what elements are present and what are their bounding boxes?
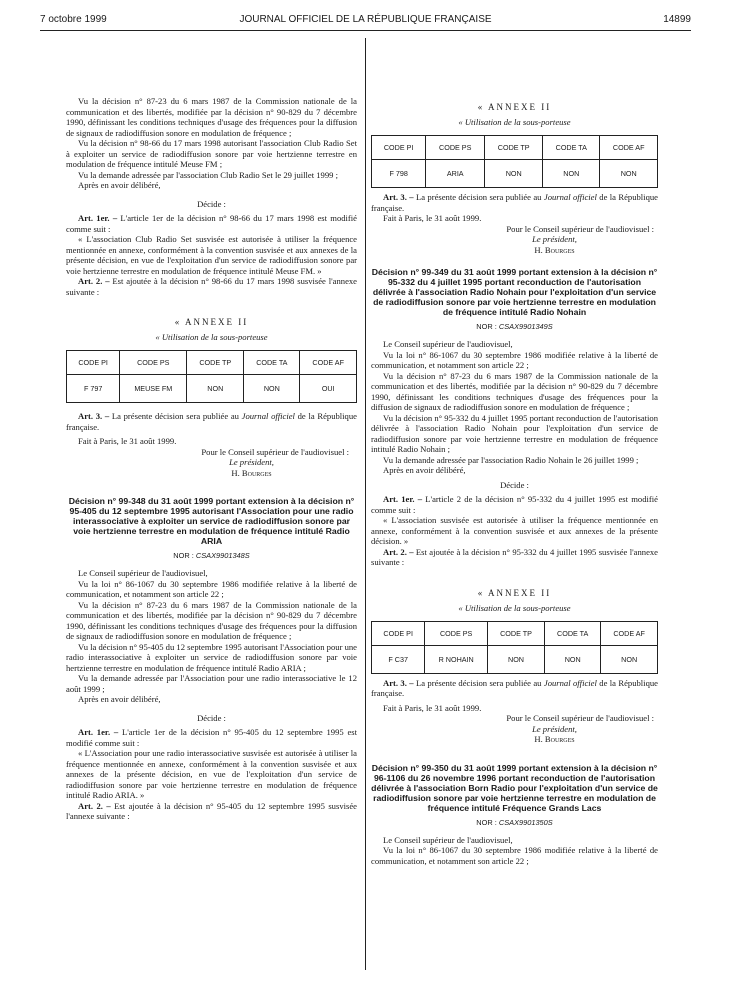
annexe-subheading: « Utilisation de la sous-porteuse: [155, 332, 268, 342]
signature-name: H. Bourges: [231, 467, 272, 478]
paragraph: Vu la demande adressée par l'Association pour une radio interassociative le 12 août 1999 ;: [66, 673, 357, 694]
table-header: CODE PS: [426, 136, 485, 160]
table-row: [372, 160, 658, 188]
table-cell: NON: [600, 160, 658, 188]
table-cell: NON: [485, 160, 543, 188]
annexe-subheading: « Utilisation de la sous-porteuse: [458, 602, 571, 613]
table-header: CODE PI: [372, 136, 426, 160]
annexe-heading: « ANNEXE II: [174, 317, 249, 327]
fait-a-paris: Fait à Paris, le 31 août 1999.: [78, 436, 177, 446]
annexe-heading: « ANNEXE II: [477, 587, 552, 598]
president-title: Le président,: [532, 234, 577, 244]
annexe-heading: « ANNEXE II: [477, 102, 552, 112]
table-cell: F 798: [372, 160, 426, 188]
table-cell: NON: [601, 645, 658, 673]
table-header: CODE TP: [487, 621, 544, 645]
page-header: [40, 14, 691, 30]
article-1-quote: « L'Association pour une radio interassociative susvisée est autorisée à utiliser la fréquence mentionnée en annexe, conformément à la convention susvisée et aux annexes de la présente décision, en vue de l'exploitation d'un service de radiodiffusion sonore par voie hertzienne terrestre en modulation de fréquence intitulé Radio ARIA. »: [66, 748, 357, 800]
table-header: CODE TA: [244, 351, 300, 375]
decide-heading: Décide :: [197, 712, 226, 723]
paragraph: Après en avoir délibéré,: [78, 694, 161, 704]
paragraph: Vu la demande adressée par l'association Club Radio Set le 29 juillet 1999 ;: [78, 169, 338, 180]
table-header: CODE AF: [300, 351, 357, 375]
signature-name: H. Bourges: [534, 734, 575, 744]
table-cell: F 797: [67, 375, 120, 403]
decide-heading: Décide :: [197, 198, 226, 209]
annexe-table: [371, 135, 658, 188]
paragraph: Après en avoir délibéré,: [78, 180, 161, 190]
table-header: CODE TA: [543, 136, 600, 160]
paragraph: Vu la décision n° 87-23 du 6 mars 1987 de la Commission nationale de la communication et des libertés, modifiée par la décision n° 90-829 du 7 décembre 1990, définissant les conditions techniques d'usage des fréquences pour la diffusion de signaux de radiodiffusion sonore en modulation de fréquence ;: [371, 370, 658, 412]
header-page-number: 14899: [663, 14, 691, 25]
header-journal-title: JOURNAL OFFICIEL DE LA RÉPUBLIQUE FRANÇAISE: [239, 14, 492, 25]
signatory-line: Pour le Conseil supérieur de l'audiovisuel :: [201, 446, 349, 457]
fait-a-paris: Fait à Paris, le 31 août 1999.: [383, 213, 482, 223]
paragraph: Vu la décision n° 95-405 du 12 septembre 1995 autorisant l'Association pour une radio interassociative à exploiter un service de radiodiffusion sonore par voie hertzienne terrestre en modulation de fréquence intitulé Radio ARIA ;: [66, 641, 357, 673]
article-3: Art. 3. – La présente décision sera publiée au Journal officiel de la République française.: [371, 192, 658, 213]
article-3: Art. 3. – La présente décision sera publiée au Journal officiel de la République française.: [371, 677, 658, 698]
paragraph: Le Conseil supérieur de l'audiovisuel,: [383, 834, 513, 845]
paragraph: Vu la décision n° 87-23 du 6 mars 1987 de la Commission nationale de la communication et des libertés, modifiée par la décision n° 90-829 du 7 décembre 1990, définissant les conditions techniques d'usage des fréquences pour la diffusion de signaux de radiodiffusion sonore en modulation de fréquence ;: [66, 599, 357, 641]
table-header: CODE PS: [120, 351, 187, 375]
table-cell: NON: [187, 375, 244, 403]
table-cell: NON: [545, 645, 601, 673]
paragraph: Le Conseil supérieur de l'audiovisuel,: [383, 339, 513, 349]
table-header: CODE AF: [600, 136, 658, 160]
table-row: [67, 375, 357, 403]
table-cell: OUI: [300, 375, 357, 403]
article-1-quote: « L'association susvisée est autorisée à utiliser la fréquence mentionnée en annexe, conformément à la convention susvisée et aux annexes de la présente décision. »: [371, 515, 658, 546]
article-1: Art. 1er. – L'article 2 de la décision n° 95-332 du 4 juillet 1995 est modifié comme suit :: [371, 494, 658, 515]
article-3: Art. 3. – La présente décision sera publiée au Journal officiel de la République française.: [66, 411, 357, 432]
paragraph: Vu la loi n° 86-1067 du 30 septembre 1986 modifiée relative à la liberté de communication, et notamment son article 22 ;: [66, 578, 357, 599]
signature-name: H. Bourges: [534, 244, 575, 255]
table-row: [372, 645, 658, 673]
table-header: CODE PI: [67, 351, 120, 375]
decision-title: Décision n° 99-348 du 31 août 1999 portant extension à la décision n° 95-405 du 12 septembre 1995 autorisant l'Association pour une radio interassociative à exploiter un service de radiodiffusion sonore par voie hertzienne terrestre en modulation de fréquence intitulé Radio ARIA: [68, 496, 355, 546]
article-2: Art. 2. – Est ajoutée à la décision n° 95-405 du 12 septembre 1995 susvisée l'annexe suivante :: [66, 800, 357, 821]
paragraph: Vu la décision n° 95-332 du 4 juillet 1995 portant reconduction de l'autorisation délivrée à l'association Radio Nohain pour l'exploitation d'un service de radiodiffusion sonore par voie hertzienne terrestre en modulation de fréquence intitulé Radio Nohain ;: [371, 412, 658, 454]
article-1: Art. 1er. – L'article 1er de la décision n° 98-66 du 17 mars 1998 est modifié comme suit :: [66, 213, 357, 234]
table-header-row: [372, 136, 658, 160]
nor-reference: NOR : CSAX9901348S: [173, 551, 250, 560]
header-date: 7 octobre 1999: [40, 14, 107, 25]
article-2: Art. 2. – Est ajoutée à la décision n° 95-332 du 4 juillet 1995 susvisée l'annexe suivante :: [371, 546, 658, 567]
left-column: [66, 96, 357, 822]
table-header-row: [67, 351, 357, 375]
table-cell: MEUSE FM: [120, 375, 187, 403]
decision-title: Décision n° 99-350 du 31 août 1999 portant extension à la décision n° 96-1106 du 26 novembre 1996 portant reconduction de l'autorisation délivrée à l'association Born Radio pour l'exploitation d'un service de radiodiffusion sonore par voie hertzienne terrestre en modulation de fréquence intitulé Fréquence Grands Lacs: [371, 762, 658, 813]
table-header: CODE TP: [187, 351, 244, 375]
table-header: CODE PI: [372, 621, 425, 645]
president-title: Le président,: [532, 723, 577, 734]
article-2: Art. 2. – Est ajoutée à la décision n° 98-66 du 17 mars 1998 susvisée l'annexe suivante :: [66, 276, 357, 297]
article-1: Art. 1er. – L'article 1er de la décision n° 95-405 du 12 septembre 1995 est modifié comme suit :: [66, 727, 357, 748]
annexe-subheading: « Utilisation de la sous-porteuse: [458, 117, 571, 127]
paragraph: Vu la décision n° 87-23 du 6 mars 1987 de la Commission nationale de la communication et des libertés, modifiée par la décision n° 90-829 du 7 décembre 1990, définissant les conditions techniques d'usage des fréquences pour la diffusion de signaux de radiodiffusion sonore en modulation de fréquence ;: [66, 96, 357, 138]
table-cell: R NOHAIN: [425, 645, 488, 673]
paragraph: Vu la décision n° 98-66 du 17 mars 1998 autorisant l'association Club Radio Set à exploiter un service de radiodiffusion sonore par voie hertzienne terrestre en modulation de fréquence intitulé Meuse FM ;: [66, 138, 357, 169]
signatory-line: Pour le Conseil supérieur de l'audiovisuel :: [506, 223, 654, 234]
nor-reference: NOR : CSAX9901349S: [476, 322, 553, 331]
table-header-row: [372, 621, 658, 645]
decision-title: Décision n° 99-349 du 31 août 1999 portant extension à la décision n° 95-332 du 4 juillet 1995 portant reconduction de l'autorisation délivrée à l'association Radio Nohain pour l'exploitation d'un service de radiodiffusion sonore par voie hertzienne terrestre en modulation de fréquence intitulé Radio Nohain: [371, 267, 658, 317]
paragraph: Après en avoir délibéré,: [383, 465, 466, 475]
table-cell: ARIA: [426, 160, 485, 188]
table-header: CODE AF: [601, 621, 658, 645]
column-divider: [365, 38, 366, 970]
president-title: Le président,: [229, 457, 274, 467]
annexe-table: [66, 350, 357, 403]
annexe-table: [371, 621, 658, 674]
fait-a-paris: Fait à Paris, le 31 août 1999.: [383, 702, 482, 713]
nor-reference: NOR : CSAX9901350S: [476, 817, 553, 827]
right-column: [371, 100, 658, 866]
paragraph: Le Conseil supérieur de l'audiovisuel,: [78, 568, 208, 578]
table-cell: F C37: [372, 645, 425, 673]
paragraph: Vu la loi n° 86-1067 du 30 septembre 1986 modifiée relative à la liberté de communication, et notamment son article 22 ;: [371, 349, 658, 370]
table-cell: NON: [244, 375, 300, 403]
paragraph: Vu la loi n° 86-1067 du 30 septembre 1986 modifiée relative à la liberté de communication, et notamment son article 22 ;: [371, 845, 658, 866]
header-rule: [40, 30, 691, 31]
paragraph: Vu la demande adressée par l'association Radio Nohain le 26 juillet 1999 ;: [383, 454, 639, 465]
table-header: CODE TP: [485, 136, 543, 160]
table-header: CODE TA: [545, 621, 601, 645]
table-cell: NON: [487, 645, 544, 673]
table-header: CODE PS: [425, 621, 488, 645]
article-1-quote: « L'association Club Radio Set susvisée est autorisée à utiliser la fréquence mentionnée en annexe, conformément à la convention susvisée et aux annexes de la présente décision, en vue de l'exploitation d'un service de radiodiffusion sonore par voie hertzienne terrestre en modulation de fréquence intitulé Meuse FM. »: [66, 234, 357, 276]
signatory-line: Pour le Conseil supérieur de l'audiovisuel :: [506, 713, 654, 723]
decide-heading: Décide :: [500, 479, 529, 490]
table-cell: NON: [543, 160, 600, 188]
